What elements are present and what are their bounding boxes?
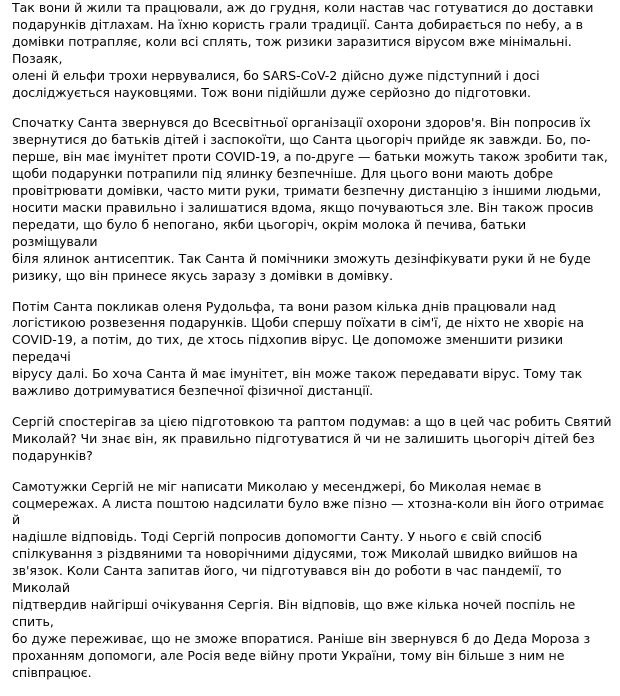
paragraph-rudolph-logistics: Потім Санта покликав оленя Рудольфа, та вони разом кілька днів працювали над логістикою розвезення подарунків. Щоби спершу поїхати в сім'ї, де ніхто не хворіє на COVID-19, а потім, до тих, де хтось підхопив вірус. Це допоможе зменшити ризики передачі вірусу далі. Бо хоча Санта й має імунітет, він може також передавати вірус. Тому так важливо дотримуватися безпечної фізичної дистанції. bbox=[12, 298, 585, 399]
paragraph-sergiy-question: Сергій спостерігав за цією підготовкою та раптом подумав: а що в цей час робить Святий Миколай? Чи знає він, як правильно підготуватися й чи не залишить цьогоріч дітей без подарунків? bbox=[12, 413, 612, 463]
paragraph-preparation: Так вони й жили та працювали, аж до грудня, коли настав час готуватися до доставки подарунків дітлахам. На їхню користь грали традиції. Санта добирається по небу, а в домівки потрапляє, коли всі сплять, тож ризики заразитися вірусом вже мінімальні. Позаяк, олені й ельфи трохи нервувалися, бо SARS-CoV-2 дійсно дуже підступний і досі досліджується науковцями. Тож вони підійшли дуже серйозно до підготовки. bbox=[12, 0, 594, 100]
post-body bbox=[12, 0, 612, 696]
paragraph-mykolai-contact: Самотужки Сергій не міг написати Миколаю у месенджері, бо Миколая немає в соцмережах. А листа поштою надсилати було вже пізно — хтозна-коли він його отримає й надішле відповідь. Тоді Сергій попросив допомогти Санту. У нього є свій спосіб спілкування з різдвяними та новорічними дідусями, тож Миколай швидко вийшов на зв'язок. Коли Санта запитав його, чи підготувався він до роботи в час пандемії, то Миколай підтвердив найгірші очікування Сергія. Він відповів, що вже кілька ночей поспіль не спить, бо дуже переживає, що не зможе впоратися. Раніше він звернувся б до Деда Мороза з проханням допомоги, але Росія веде війну проти України, тому він більше з ним не співпрацює. bbox=[12, 478, 605, 680]
paragraph-who-appeal: Спочатку Санта звернувся до Всесвітньої організації охорони здоров'я. Він попросив їх звернутися до батьків дітей і заспокоїти, що Санта цьогоріч прийде як завжди. Бо, по- перше, він має імунітет проти COVID-19, а по-друге — батьки можуть також зробити так, щоби подарунки потрапили під ялинку безпечніше. Для цього вони мають добре провітрювати домівки, часто мити руки, тримати безпечну дистанцію з іншими людьми, носити маски правильно і залишатися вдома, якщо почуваються зле. Він також просив передати, що було б непогано, якби цьогоріч, окрім молока й печива, батьки розміщували біля ялинок антисептик. Так Санта й помічники зможуть дезінфікувати руки й не буде ризику, що він принесе якусь заразу з домівки в домівку. bbox=[12, 115, 608, 283]
